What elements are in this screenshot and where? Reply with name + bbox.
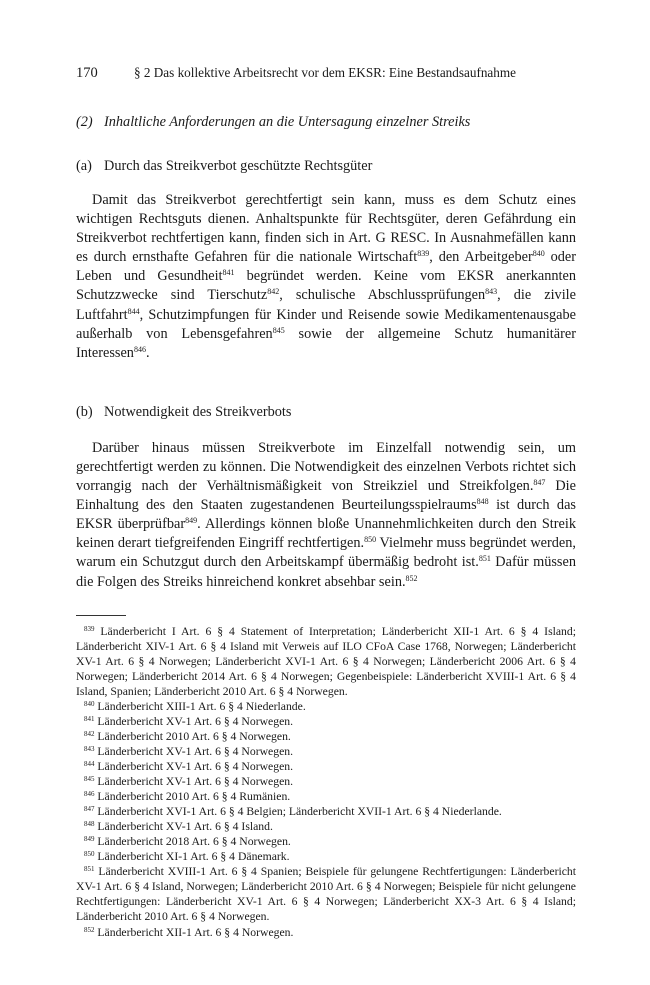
subsection-title-a: Durch das Streikverbot geschützte Rechtsgüter bbox=[104, 158, 373, 174]
footnote-divider bbox=[76, 615, 126, 616]
footnote-text: Länderbericht 2010 Art. 6 § 4 Norwegen. bbox=[97, 729, 291, 743]
footnote bbox=[76, 624, 576, 699]
footnote bbox=[76, 849, 576, 864]
footnote bbox=[76, 789, 576, 804]
footnote-ref[interactable]: 845 bbox=[272, 325, 285, 335]
subsection-number-a: (a) bbox=[76, 158, 92, 174]
book-page bbox=[76, 64, 576, 940]
footnote-number: 849 bbox=[84, 835, 95, 844]
footnote-ref[interactable]: 849 bbox=[185, 516, 198, 526]
footnote-number: 847 bbox=[84, 805, 95, 814]
footnote-text: Länderbericht XIII-1 Art. 6 § 4 Niederlande. bbox=[97, 699, 306, 713]
paragraph-text: begründet werden. Keine vom EKSR anerkannten Schutzzwecke sind Tierschutz bbox=[76, 268, 577, 304]
footnote bbox=[76, 774, 576, 789]
running-title: § 2 Das kollektive Arbeitsrecht vor dem EKSR: Eine Bestandsaufnahme bbox=[134, 65, 516, 80]
footnote-ref[interactable]: 846 bbox=[133, 344, 146, 354]
subsection-heading-a bbox=[76, 156, 576, 176]
footnote-ref[interactable]: 842 bbox=[267, 287, 280, 297]
footnote-ref[interactable]: 843 bbox=[485, 287, 498, 297]
footnote-text: Länderbericht XII-1 Art. 6 § 4 Norwegen. bbox=[97, 925, 294, 939]
footnote-text: Länderbericht XV-1 Art. 6 § 4 Norwegen. bbox=[97, 714, 294, 728]
footnote bbox=[76, 864, 576, 924]
paragraph-text: Darüber hinaus müssen Streikverbote im Einzelfall notwendig sein, um gerechtfertigt werden zu können. Die Notwendigkeit des einzelnen Verbots richtet sich vorrangig nach der Verhältnismäßigkeit von Streikziel und Streikfolgen. bbox=[76, 439, 576, 495]
paragraph-text: oder Leben und Gesundheit bbox=[76, 249, 576, 285]
footnote-number: 851 bbox=[84, 865, 95, 874]
footnote-ref[interactable]: 840 bbox=[532, 249, 545, 259]
body-paragraph-b bbox=[76, 439, 576, 592]
section-number: (2) bbox=[76, 114, 93, 130]
paragraph-text: , Schutzimpfungen für Kinder und Reisende sowie Medikamentenausgabe außerhalb von Lebensgefahren bbox=[76, 306, 576, 342]
footnote-number: 843 bbox=[84, 744, 95, 753]
footnote bbox=[76, 834, 576, 849]
paragraph-text: Vielmehr muss begründet werden, warum ein Schutzgut durch den Arbeitskampf übermäßig bedroht ist. bbox=[76, 535, 576, 571]
footnote bbox=[76, 759, 576, 774]
running-header bbox=[76, 64, 576, 82]
footnote bbox=[76, 925, 576, 940]
footnote-ref[interactable]: 844 bbox=[127, 306, 140, 316]
footnote-number: 850 bbox=[84, 850, 95, 859]
footnote bbox=[76, 729, 576, 744]
footnote-number: 852 bbox=[84, 925, 95, 934]
footnote bbox=[76, 699, 576, 714]
footnote-ref[interactable]: 850 bbox=[364, 535, 377, 545]
section-heading bbox=[76, 112, 576, 132]
footnote-text: Länderbericht 2018 Art. 6 § 4 Norwegen. bbox=[97, 835, 291, 849]
paragraph-text: , den Arbeitgeber bbox=[429, 249, 533, 266]
paragraph-text: . bbox=[145, 344, 150, 361]
footnote-number: 839 bbox=[84, 624, 95, 633]
footnote-text: Länderbericht XVI-1 Art. 6 § 4 Belgien; Länderbericht XVII-1 Art. 6 § 4 Niederlande. bbox=[97, 805, 502, 819]
paragraph-text: Die Einhaltung des den Staaten zugestandenen Beurteilungsspielraums bbox=[76, 478, 576, 514]
footnote-text: Länderbericht I Art. 6 § 4 Statement of Interpretation; Länderbericht XII-1 Art. 6 § 4 Island; Länderbericht XIV-1 Art. 6 § 4 Island mit Verweis auf ILO CFoA Case 1768, Norwegen; Länderbericht XV-1 Art. 6 § 4 Norwegen; Länderbericht XVI-1 Art. 6 § 4 Norwegen; Länderbericht 2006 Art. 6 § 4 Norwegen; Länderbericht 2014 Art. 6 § 4 Norwegen; Gegenbeispiele: Länderbericht XVIII-1 Art. 6 § 4 Island, Spanien; Länderbericht 2010 Art. 6 § 4 Norwegen. bbox=[76, 624, 576, 698]
footnote-ref[interactable]: 851 bbox=[478, 554, 491, 564]
subsection-title-b: Notwendigkeit des Streikverbots bbox=[104, 403, 292, 420]
footnote-ref[interactable]: 847 bbox=[533, 478, 546, 488]
footnote-text: Länderbericht XV-1 Art. 6 § 4 Norwegen. bbox=[97, 744, 294, 758]
footnote-number: 846 bbox=[84, 790, 95, 799]
footnote-number: 840 bbox=[84, 699, 95, 708]
footnote-number: 842 bbox=[84, 729, 95, 738]
body-paragraph-a bbox=[76, 191, 576, 363]
paragraph-text: Dafür müssen die Folgen des Streiks hinreichend konkret absehbar sein. bbox=[76, 554, 576, 590]
subsection-heading-b bbox=[76, 402, 576, 422]
footnote-ref[interactable]: 841 bbox=[222, 268, 235, 278]
footnote-text: Länderbericht XVIII-1 Art. 6 § 4 Spanien; Beispiele für gelungene Rechtfertigungen: Länderbericht XV-1 Art. 6 § 4 Island, Norwegen; Länderbericht 2010 Art. 6 § 4 Norwegen; Beispiele für nicht gelungene Rechtfertigungen: Länderbericht XV-1 Art. 6 § 4 Norwegen; Länderbericht XX-3 Art. 6 § 4 Island; Länderbericht 2010 Art. 6 § 4 Norwegen. bbox=[76, 865, 576, 924]
page-number: 170 bbox=[76, 65, 98, 81]
footnote-ref[interactable]: 852 bbox=[405, 573, 418, 583]
footnote-text: Länderbericht XV-1 Art. 6 § 4 Norwegen. bbox=[97, 760, 294, 774]
footnote-number: 844 bbox=[84, 760, 95, 769]
paragraph-text: , schulische Abschlussprüfungen bbox=[279, 287, 486, 304]
subsection-number-b: (b) bbox=[76, 403, 93, 420]
footnote-text: Länderbericht XV-1 Art. 6 § 4 Norwegen. bbox=[97, 775, 294, 789]
footnote-number: 841 bbox=[84, 714, 95, 723]
footnote-number: 845 bbox=[84, 775, 95, 784]
section-title: Inhaltliche Anforderungen an die Untersagung einzelner Streiks bbox=[104, 114, 471, 130]
footnote-text: Länderbericht XI-1 Art. 6 § 4 Dänemark. bbox=[97, 850, 290, 864]
footnote-text: Länderbericht XV-1 Art. 6 § 4 Island. bbox=[97, 820, 273, 834]
footnote-ref[interactable]: 839 bbox=[417, 249, 430, 259]
paragraph-text: . Allerdings können bloße Unannehmlichkeiten durch den Streik keinen derart tiefgreifenden Eingriff rechtfertigen. bbox=[76, 516, 576, 552]
paragraph-text: ist durch das EKSR überprüfbar bbox=[76, 497, 576, 533]
footnotes bbox=[76, 624, 576, 940]
footnote bbox=[76, 819, 576, 834]
paragraph-text: sowie der allgemeine Schutz humanitärer Interessen bbox=[76, 325, 576, 361]
paragraph-text: , die zivile Luftfahrt bbox=[76, 287, 576, 323]
footnote bbox=[76, 714, 576, 729]
footnote-text: Länderbericht 2010 Art. 6 § 4 Rumänien. bbox=[97, 790, 291, 804]
footnote bbox=[76, 804, 576, 819]
footnote-number: 848 bbox=[84, 820, 95, 829]
paragraph-text: Damit das Streikverbot gerechtfertigt sein kann, muss es dem Schutz eines wichtigen Rechtsguts dienen. Anhaltspunkte für Rechtsgüter, deren Gefährdung ein Streikverbot rechtfertigen kann, finden sich in Art. G RESC. In Ausnahmefällen kann es durch ernsthafte Gefahren für die nationale Wirtschaft bbox=[76, 192, 576, 266]
footnote bbox=[76, 744, 576, 759]
footnote-ref[interactable]: 848 bbox=[476, 497, 489, 507]
